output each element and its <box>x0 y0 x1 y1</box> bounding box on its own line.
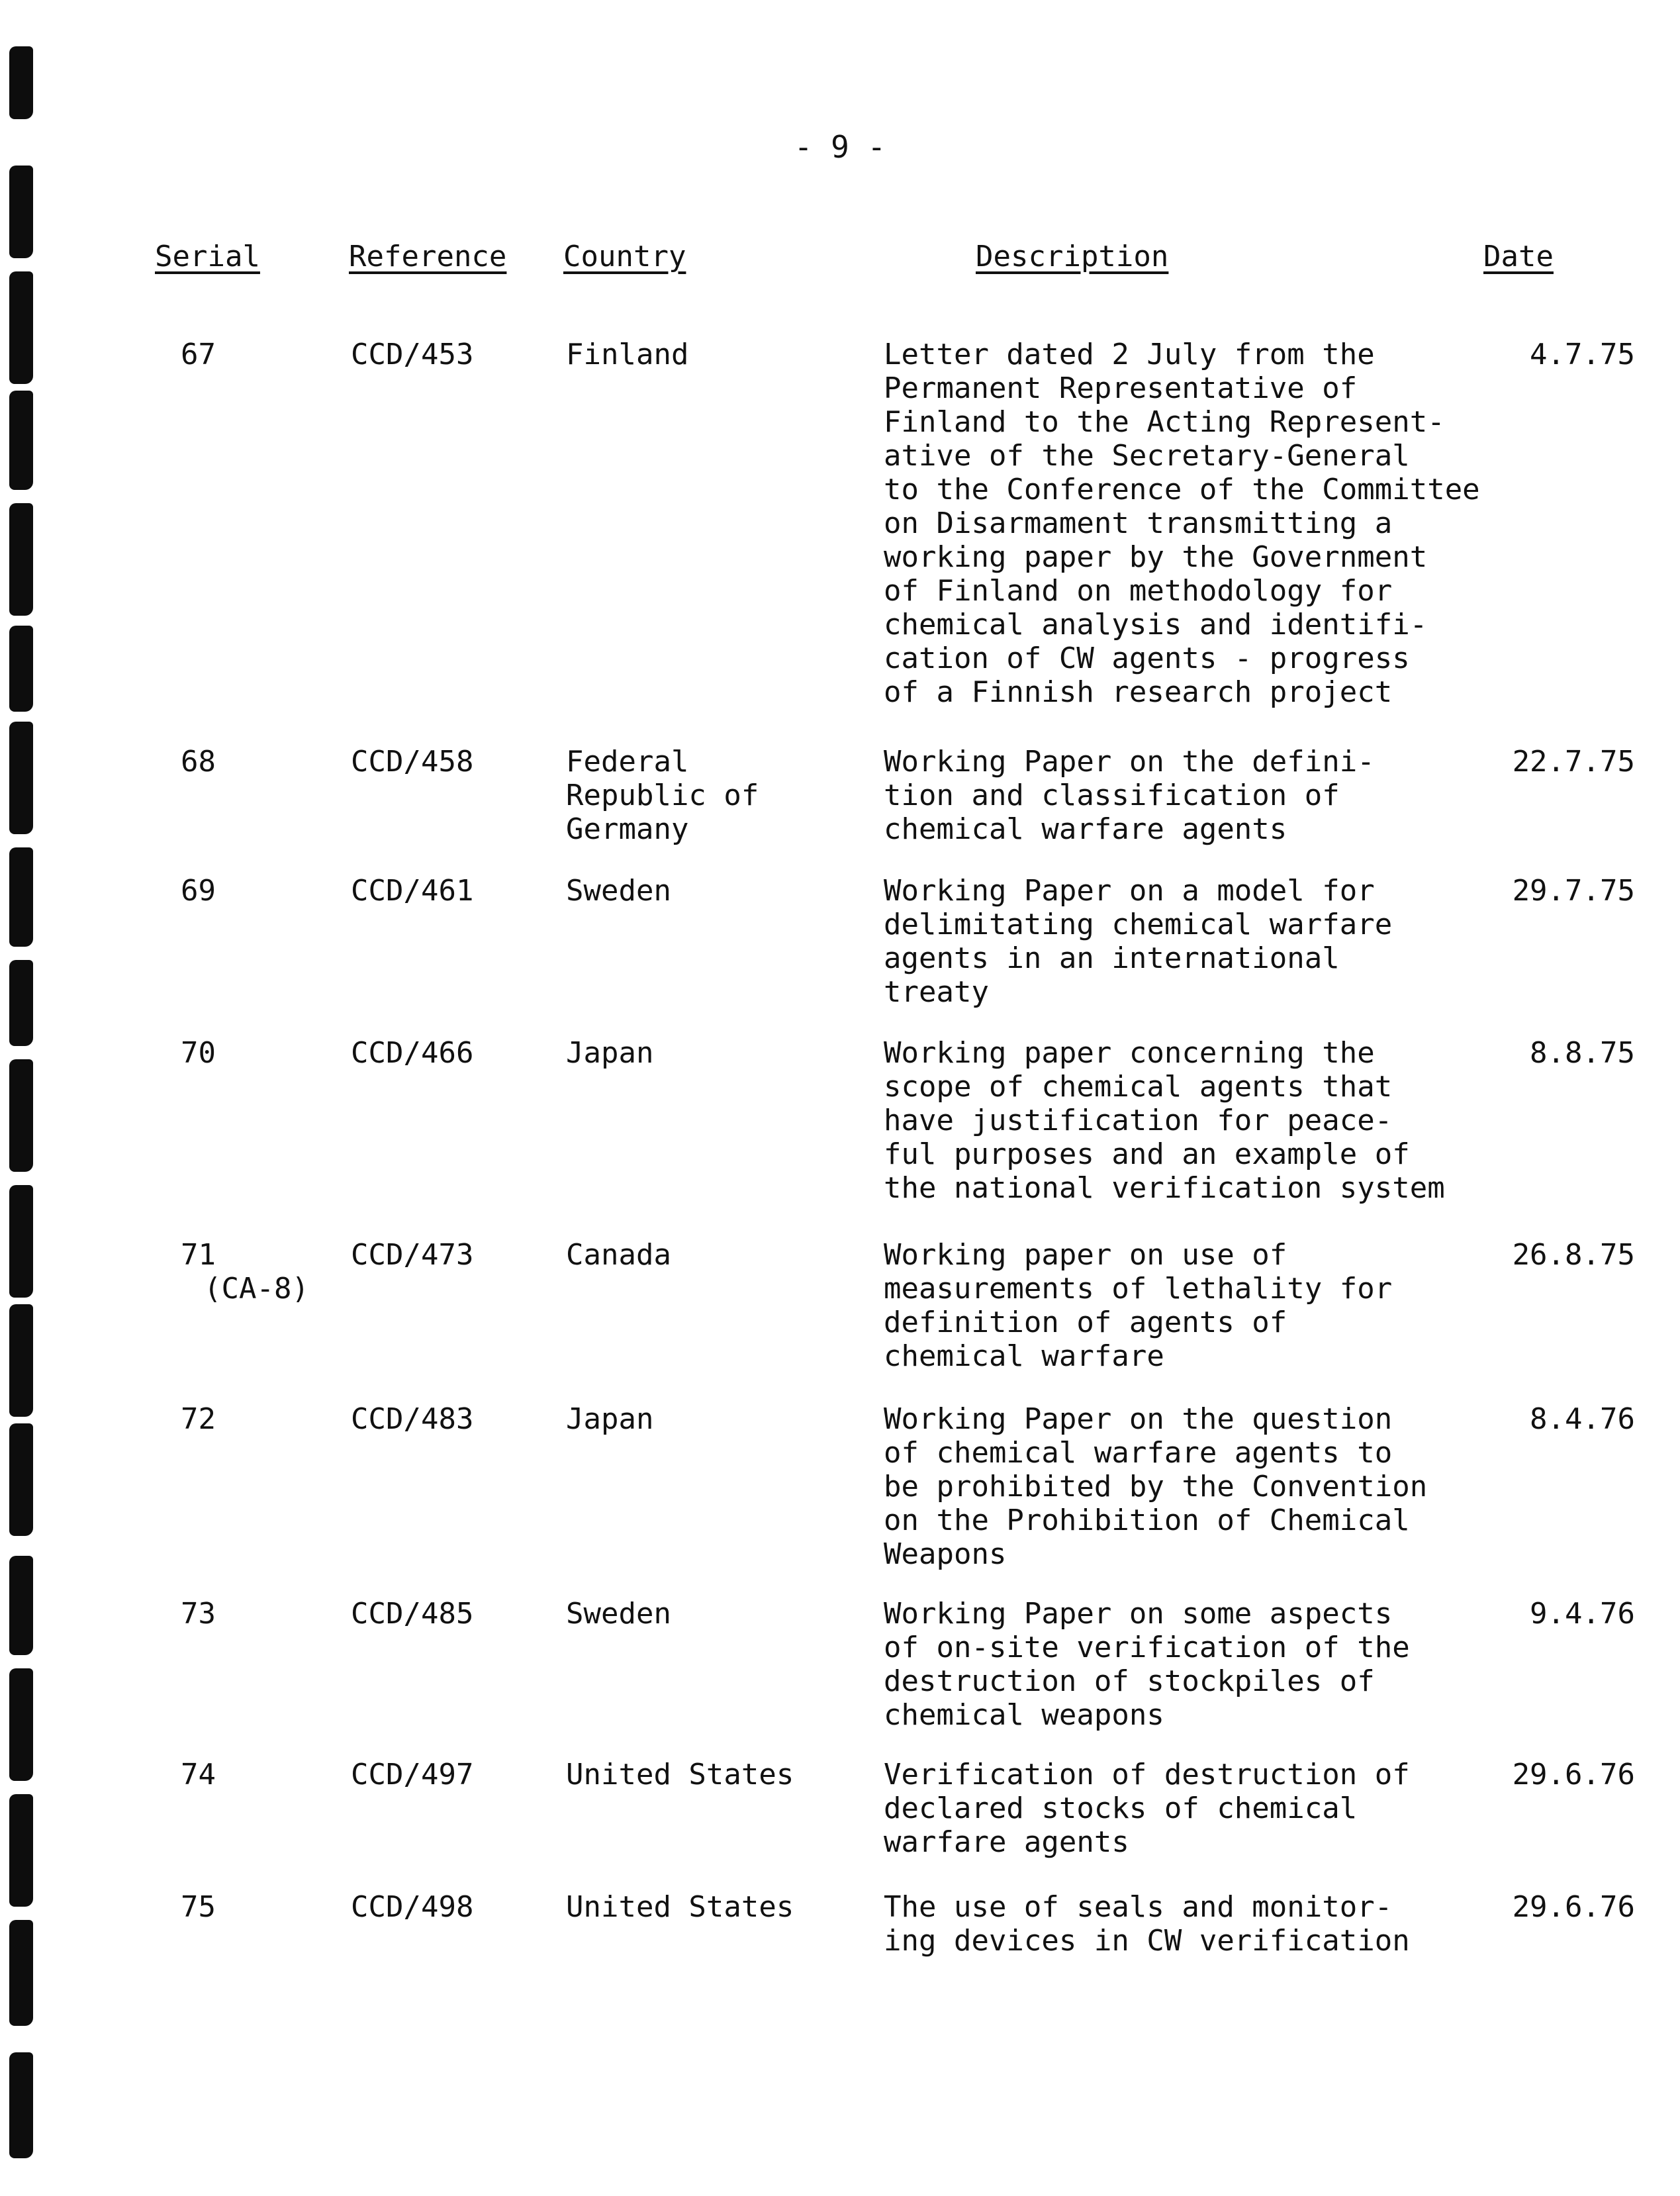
page-number: - 9 - <box>794 129 886 165</box>
description-line: ative of the Secretary-General <box>884 439 1410 473</box>
description-line: on Disarmament transmitting a <box>884 506 1393 540</box>
serial-cell <box>181 1758 216 1791</box>
description-line: chemical warfare agents <box>884 812 1287 846</box>
description-line: of chemical warfare agents to <box>884 1436 1393 1470</box>
binder-mark <box>9 960 33 1046</box>
header-reference: Reference <box>349 240 507 273</box>
serial-number: 73 <box>181 1597 216 1631</box>
serial-cell <box>181 1402 216 1436</box>
description-line: chemical warfare <box>884 1339 1164 1373</box>
header-country: Country <box>563 240 686 273</box>
binder-mark <box>9 1304 33 1417</box>
description-line: definition of agents of <box>884 1306 1287 1339</box>
country-line: Japan <box>566 1402 654 1436</box>
description-line: be prohibited by the Convention <box>884 1470 1428 1504</box>
country-cell <box>566 1597 671 1631</box>
date-cell: 29.6.76 <box>1512 1758 1635 1791</box>
binder-mark <box>9 391 33 490</box>
date-cell: 29.6.76 <box>1512 1890 1635 1924</box>
binder-mark <box>9 1185 33 1298</box>
country-cell <box>566 1758 794 1791</box>
binder-mark <box>9 847 33 947</box>
serial-number: 68 <box>181 745 216 779</box>
description-cell <box>884 1890 1410 1958</box>
country-cell <box>566 874 671 908</box>
reference-cell: CCD/458 <box>351 745 474 779</box>
country-line: Japan <box>566 1036 654 1070</box>
description-line: Verification of destruction of <box>884 1758 1410 1791</box>
country-line: Republic of <box>566 779 759 812</box>
description-line: working paper by the Government <box>884 540 1428 574</box>
description-cell <box>884 1036 1445 1205</box>
description-line: declared stocks of chemical <box>884 1791 1358 1825</box>
country-line: United States <box>566 1890 794 1924</box>
description-line: measurements of lethality for <box>884 1272 1393 1306</box>
serial-number: 71 <box>181 1238 216 1272</box>
header-date: Date <box>1483 240 1554 273</box>
description-line: ful purposes and an example of <box>884 1137 1410 1171</box>
country-line: Germany <box>566 812 689 846</box>
description-line: warfare agents <box>884 1825 1129 1859</box>
date-cell: 9.4.76 <box>1530 1597 1635 1631</box>
description-line: Working Paper on the defini- <box>884 745 1375 779</box>
reference-cell: CCD/497 <box>351 1758 474 1791</box>
date-cell: 26.8.75 <box>1512 1238 1635 1272</box>
reference-cell: CCD/453 <box>351 338 474 371</box>
binder-mark <box>9 1059 33 1172</box>
binder-mark <box>9 166 33 258</box>
description-line: chemical weapons <box>884 1698 1164 1732</box>
country-cell <box>566 1402 653 1436</box>
reference-cell: CCD/461 <box>351 874 474 908</box>
date-cell: 22.7.75 <box>1512 745 1635 779</box>
description-line: agents in an international <box>884 941 1340 975</box>
description-line: of Finland on methodology for <box>884 574 1393 608</box>
description-cell <box>884 338 1480 709</box>
description-cell <box>884 1758 1410 1859</box>
description-line: destruction of stockpiles of <box>884 1664 1375 1698</box>
binder-mark <box>9 271 33 384</box>
binder-mark <box>9 1794 33 1907</box>
header-serial: Serial <box>155 240 260 273</box>
description-line: Working Paper on some aspects <box>884 1597 1393 1631</box>
binder-mark <box>9 1423 33 1536</box>
reference-cell: CCD/498 <box>351 1890 474 1924</box>
country-line: Federal <box>566 745 689 779</box>
date-cell: 29.7.75 <box>1512 874 1635 908</box>
date-cell: 8.4.76 <box>1530 1402 1635 1436</box>
serial-number: 69 <box>181 874 216 908</box>
reference-cell: CCD/485 <box>351 1597 474 1631</box>
serial-cell <box>181 1890 216 1924</box>
description-line: of on-site verification of the <box>884 1631 1410 1664</box>
binder-mark <box>9 2052 33 2158</box>
description-line: Weapons <box>884 1537 1007 1571</box>
reference-cell: CCD/473 <box>351 1238 474 1272</box>
description-line: chemical analysis and identifi- <box>884 608 1428 642</box>
date-cell: 8.8.75 <box>1530 1036 1635 1070</box>
serial-number: 74 <box>181 1758 216 1791</box>
description-line: Letter dated 2 July from the <box>884 338 1375 371</box>
country-line: Canada <box>566 1238 671 1272</box>
description-cell <box>884 1238 1392 1373</box>
country-cell <box>566 338 688 371</box>
description-cell <box>884 745 1375 846</box>
binder-mark <box>9 722 33 834</box>
serial-cell <box>181 745 216 779</box>
description-line: cation of CW agents - progress <box>884 642 1410 675</box>
description-line: scope of chemical agents that <box>884 1070 1393 1104</box>
binder-mark <box>9 503 33 616</box>
description-line: Working paper on use of <box>884 1238 1287 1272</box>
reference-cell: CCD/466 <box>351 1036 474 1070</box>
binder-mark <box>9 1668 33 1781</box>
reference-cell: CCD/483 <box>351 1402 474 1436</box>
serial-cell <box>181 1238 309 1306</box>
description-line: Permanent Representative of <box>884 371 1358 405</box>
binder-mark <box>9 1920 33 2026</box>
description-line: Finland to the Acting Represent- <box>884 405 1445 439</box>
binder-mark <box>9 46 33 119</box>
country-cell <box>566 1036 653 1070</box>
country-cell <box>566 1238 671 1272</box>
description-line: to the Conference of the Committee <box>884 473 1480 506</box>
description-line: of a Finnish research project <box>884 675 1393 709</box>
serial-number: 70 <box>181 1036 216 1070</box>
description-line: treaty <box>884 975 989 1009</box>
serial-cell <box>181 1036 216 1070</box>
description-line: on the Prohibition of Chemical <box>884 1504 1410 1537</box>
description-cell <box>884 1597 1410 1732</box>
serial-subcode: (CA-8) <box>204 1272 309 1306</box>
date-cell: 4.7.75 <box>1530 338 1635 371</box>
serial-number: 75 <box>181 1890 216 1924</box>
description-line: tion and classification of <box>884 779 1340 812</box>
description-line: the national verification system <box>884 1171 1445 1205</box>
country-cell <box>566 1890 794 1924</box>
header-description: Description <box>976 240 1169 273</box>
serial-cell <box>181 338 216 371</box>
description-line: Working paper concerning the <box>884 1036 1375 1070</box>
country-cell <box>566 745 759 846</box>
country-line: Sweden <box>566 874 671 908</box>
description-line: Working Paper on a model for <box>884 874 1375 908</box>
country-line: United States <box>566 1758 794 1791</box>
description-line: ing devices in CW verification <box>884 1924 1410 1958</box>
country-line: Finland <box>566 338 689 371</box>
description-cell <box>884 874 1392 1009</box>
description-line: delimitating chemical warfare <box>884 908 1393 941</box>
serial-cell <box>181 874 216 908</box>
description-cell <box>884 1402 1427 1571</box>
country-line: Sweden <box>566 1597 671 1631</box>
description-line: Working Paper on the question <box>884 1402 1393 1436</box>
description-line: have justification for peace- <box>884 1104 1393 1137</box>
serial-number: 72 <box>181 1402 216 1436</box>
binder-mark <box>9 626 33 712</box>
binder-mark <box>9 1556 33 1655</box>
serial-number: 67 <box>181 338 216 371</box>
serial-cell <box>181 1597 216 1631</box>
description-line: The use of seals and monitor- <box>884 1890 1393 1924</box>
